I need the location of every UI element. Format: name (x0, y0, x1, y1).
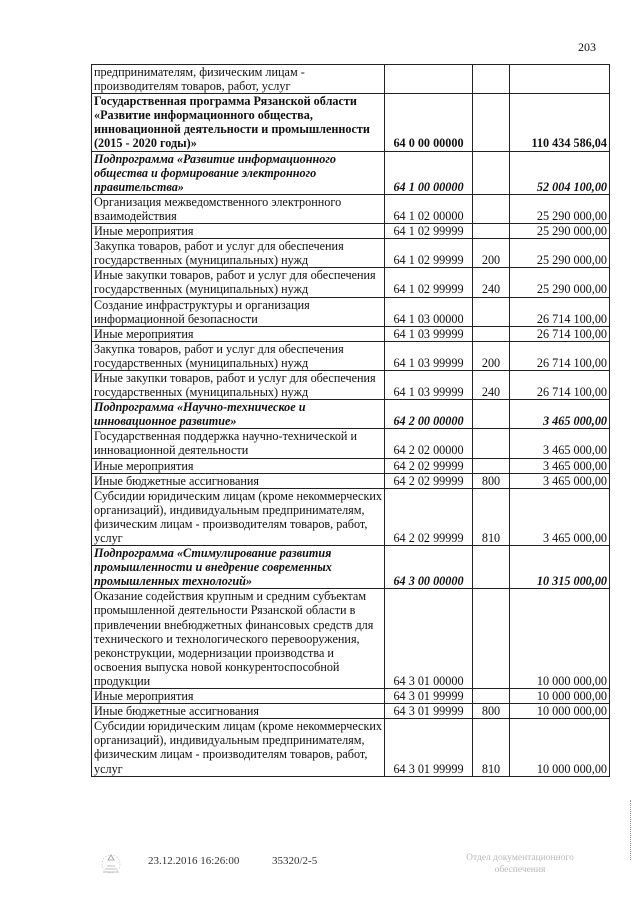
table-row (92, 719, 610, 776)
row-code (385, 65, 473, 94)
row-code: 64 2 00 00000 (385, 400, 473, 429)
row-code: 64 3 01 99999 (385, 689, 473, 704)
table-row (92, 326, 610, 341)
page-number: 203 (578, 40, 596, 54)
row-amount: 10 000 000,00 (510, 689, 610, 704)
row-vr (473, 400, 510, 429)
row-code: 64 1 03 00000 (385, 297, 473, 326)
row-vr (473, 151, 510, 194)
row-code: 64 1 03 99999 (385, 341, 473, 370)
table-row (92, 473, 610, 488)
row-name: Оказание содействия крупным и средним субъектам промышленной деятельности Рязанской области в привлечении внебюджетных финансовых средств для технического и технологического перевооружения, реконструкции, модернизации производства и освоения выпуска новой конкурентоспособной продукции (92, 589, 385, 689)
row-amount: 26 714 100,00 (510, 341, 610, 370)
row-name: Иные бюджетные ассигнования (92, 704, 385, 719)
row-vr (473, 429, 510, 458)
margin-marks (630, 800, 634, 860)
table-row (92, 458, 610, 473)
table-row (92, 268, 610, 297)
table-row (92, 65, 610, 94)
row-name: предпринимателям, физическим лицам - производителям товаров, работ, услуг (92, 65, 385, 94)
row-name: Иные закупки товаров, работ и услуг для обеспечения государственных (муниципальных) нужд (92, 268, 385, 297)
row-vr: 240 (473, 370, 510, 399)
row-vr (473, 458, 510, 473)
row-name: Создание инфраструктуры и организация информационной безопасности (92, 297, 385, 326)
table-row (92, 341, 610, 370)
row-amount: 10 000 000,00 (510, 589, 610, 689)
row-code: 64 3 01 99999 (385, 704, 473, 719)
row-name: Субсидии юридическим лицам (кроме некоммерческих организаций), индивидуальным предпринимателям, физическим лицам - производителям товаров, работ, услуг (92, 719, 385, 776)
table-row (92, 194, 610, 223)
row-amount: 3 465 000,00 (510, 429, 610, 458)
row-amount: 26 714 100,00 (510, 297, 610, 326)
row-name: Иные бюджетные ассигнования (92, 473, 385, 488)
row-code: 64 3 00 00000 (385, 546, 473, 589)
row-vr: 810 (473, 488, 510, 545)
table-row (92, 151, 610, 194)
row-amount: 10 000 000,00 (510, 719, 610, 776)
row-vr: 200 (473, 341, 510, 370)
row-code: 64 3 01 99999 (385, 719, 473, 776)
row-vr (473, 546, 510, 589)
table-row (92, 400, 610, 429)
row-amount: 26 714 100,00 (510, 326, 610, 341)
row-name: Подпрограмма «Развитие информационного общества и формирование электронного правительства» (92, 151, 385, 194)
row-code: 64 2 02 99999 (385, 473, 473, 488)
budget-table-body (92, 65, 610, 777)
row-code: 64 1 02 00000 (385, 194, 473, 223)
row-vr: 200 (473, 239, 510, 268)
footer-date: 23.12.2016 16:26:00 (148, 855, 240, 867)
table-row (92, 239, 610, 268)
row-code: 64 2 02 99999 (385, 458, 473, 473)
row-name: Подпрограмма «Научно-техническое и инновационное развитие» (92, 400, 385, 429)
table-row (92, 488, 610, 545)
row-code: 64 1 03 99999 (385, 370, 473, 399)
row-vr (473, 297, 510, 326)
row-vr (473, 326, 510, 341)
table-row (92, 546, 610, 589)
row-code: 64 0 00 00000 (385, 94, 473, 151)
row-code: 64 3 01 00000 (385, 589, 473, 689)
row-amount: 10 000 000,00 (510, 704, 610, 719)
row-vr (473, 94, 510, 151)
row-vr (473, 689, 510, 704)
row-name: Субсидии юридическим лицам (кроме некоммерческих организаций), индивидуальным предпринимателям, физическим лицам - производителям товаров, работ, услуг (92, 488, 385, 545)
row-name: Иные закупки товаров, работ и услуг для обеспечения государственных (муниципальных) нужд (92, 370, 385, 399)
registration-stamp: Отдел документационного обеспечения (466, 853, 574, 875)
row-amount: 10 315 000,00 (510, 546, 610, 589)
row-amount: 25 290 000,00 (510, 224, 610, 239)
row-code: 64 2 02 99999 (385, 488, 473, 545)
row-code: 64 1 02 99999 (385, 239, 473, 268)
row-name: Подпрограмма «Стимулирование развития промышленности и внедрение современных промышленных технологий» (92, 546, 385, 589)
table-row (92, 370, 610, 399)
table-row (92, 297, 610, 326)
row-code: 64 1 03 99999 (385, 326, 473, 341)
table-row (92, 429, 610, 458)
table-row (92, 94, 610, 151)
table-row (92, 224, 610, 239)
row-amount: 110 434 586,04 (510, 94, 610, 151)
row-amount: 25 290 000,00 (510, 268, 610, 297)
row-amount: 25 290 000,00 (510, 194, 610, 223)
row-name: Государственная программа Рязанской области «Развитие информационного общества, инновационной деятельности и промышленности (2015 - 2020 годы)» (92, 94, 385, 151)
row-name: Закупка товаров, работ и услуг для обеспечения государственных (муниципальных) нужд (92, 341, 385, 370)
row-name: Иные мероприятия (92, 326, 385, 341)
row-vr: 810 (473, 719, 510, 776)
row-vr: 800 (473, 704, 510, 719)
row-amount: 3 465 000,00 (510, 458, 610, 473)
row-amount: 25 290 000,00 (510, 239, 610, 268)
row-vr: 240 (473, 268, 510, 297)
row-name: Организация межведомственного электронного взаимодействия (92, 194, 385, 223)
table-row (92, 704, 610, 719)
row-amount: 3 465 000,00 (510, 400, 610, 429)
seal-icon (98, 852, 124, 878)
row-vr: 800 (473, 473, 510, 488)
footer-doc-number: 35320/2-5 (272, 855, 318, 867)
row-name: Иные мероприятия (92, 689, 385, 704)
table-row (92, 589, 610, 689)
budget-table (91, 64, 610, 777)
row-vr (473, 589, 510, 689)
table-row (92, 689, 610, 704)
row-vr (473, 224, 510, 239)
row-name: Государственная поддержка научно-технической и инновационной деятельности (92, 429, 385, 458)
row-amount: 52 004 100,00 (510, 151, 610, 194)
row-code: 64 2 02 00000 (385, 429, 473, 458)
row-name: Иные мероприятия (92, 224, 385, 239)
row-amount: 3 465 000,00 (510, 488, 610, 545)
row-code: 64 1 00 00000 (385, 151, 473, 194)
row-code: 64 1 02 99999 (385, 268, 473, 297)
row-name: Иные мероприятия (92, 458, 385, 473)
row-name: Закупка товаров, работ и услуг для обеспечения государственных (муниципальных) нужд (92, 239, 385, 268)
row-amount (510, 65, 610, 94)
row-vr (473, 65, 510, 94)
row-vr (473, 194, 510, 223)
row-code: 64 1 02 99999 (385, 224, 473, 239)
row-amount: 26 714 100,00 (510, 370, 610, 399)
row-amount: 3 465 000,00 (510, 473, 610, 488)
